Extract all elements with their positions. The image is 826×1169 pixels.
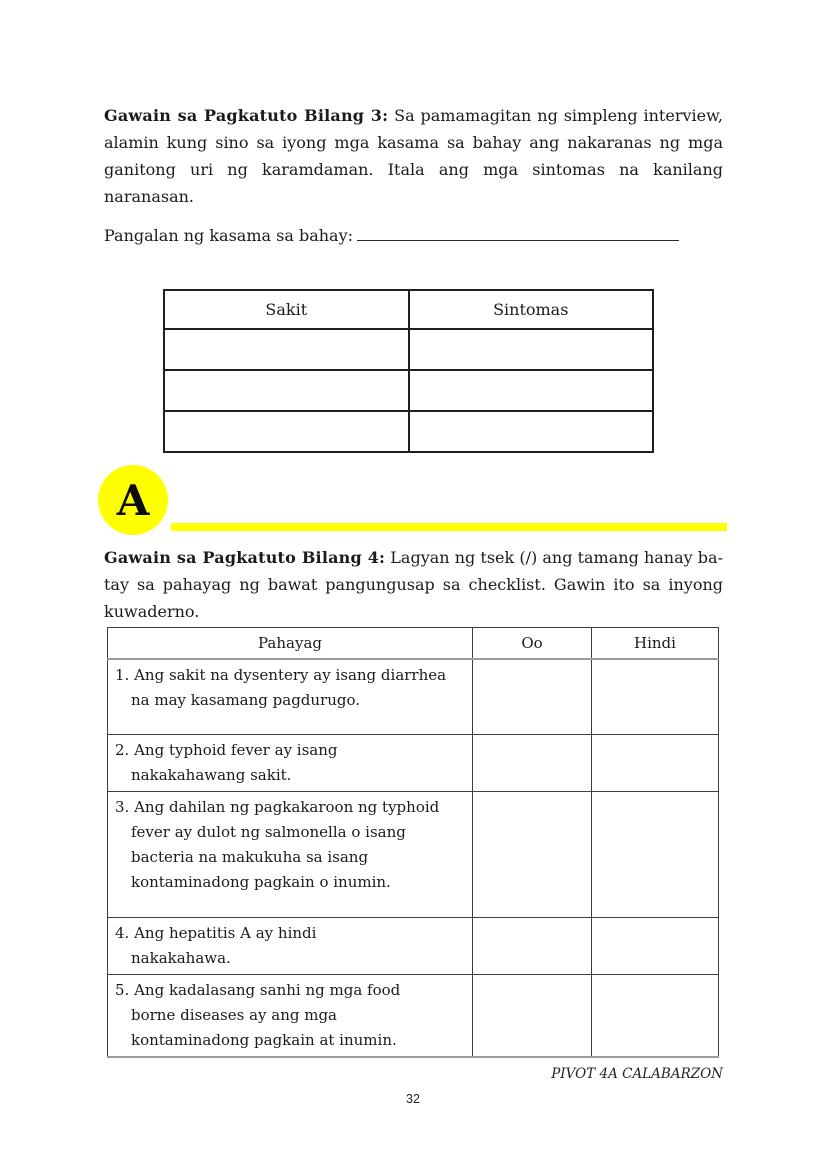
section-a-letter: A (116, 475, 150, 525)
empty-sakit-cell (164, 411, 409, 452)
statement-line: 3. Ang dahilan ng pagkakaroon ng typhoid (115, 798, 440, 816)
table-row (164, 370, 653, 411)
statement-line: bacteria na makukuha sa isang (131, 848, 369, 866)
statement-line: 2. Ang typhoid fever ay isang (115, 741, 338, 759)
name-row (104, 222, 723, 249)
table-row (164, 411, 653, 452)
section-a-badge (98, 465, 168, 535)
statement-line: fever ay dulot ng salmonella o isang (131, 823, 406, 841)
name-label: Pangalan ng kasama sa bahay: (104, 226, 354, 245)
statement-line: borne diseases ay ang mga (131, 1006, 337, 1024)
activity4-body: Lagyan ng tsek (/) ang tamang hanay ba-tay sa pahayag ng bawat pangungusap sa checklist. Gawin ito sa inyong kuwaderno. (104, 548, 723, 621)
page-number: 32 (406, 1092, 420, 1106)
empty-sintomas-cell (409, 370, 654, 411)
activity3-body: Sa pamamagitan ng simpleng interview, alamin kung sino sa iyong mga kasama sa bahay ang nakaranas ng mga ganitong uri ng karamdaman. Itala ang mga sintomas na kanilang naranasan. (104, 106, 723, 206)
statement-cell (108, 735, 473, 792)
activity4-title: Gawain sa Pagkatuto Bilang 4: (104, 548, 386, 567)
statement-line: 4. Ang hepatitis A ay hindi (115, 924, 317, 942)
oo-cell (473, 918, 592, 975)
statement-cell (108, 918, 473, 975)
statement-line: nakakahawang sakit. (131, 766, 292, 784)
statement-line: na may kasamang pagdurugo. (131, 690, 361, 709)
oo-cell (473, 975, 592, 1058)
statement-line: kontaminadong pagkain at inumin. (131, 1031, 397, 1049)
checklist-row (108, 792, 719, 918)
checklist-row (108, 735, 719, 792)
hindi-cell (592, 792, 719, 918)
hindi-cell (592, 659, 719, 735)
hindi-cell (592, 975, 719, 1058)
checklist-row (108, 975, 719, 1058)
empty-sakit-cell (164, 370, 409, 411)
hindi-column-header: Hindi (592, 628, 719, 659)
sakit-sintomas-table (163, 289, 654, 453)
statement-cell (108, 792, 473, 918)
hindi-cell (592, 918, 719, 975)
empty-sintomas-cell (409, 329, 654, 370)
checklist-row (108, 659, 719, 735)
checklist-table (107, 627, 719, 1058)
footer-brand: PIVOT 4A CALABARZON (551, 1066, 723, 1082)
oo-column-header: Oo (473, 628, 592, 659)
oo-cell (473, 735, 592, 792)
yellow-accent-rule (171, 523, 727, 531)
statement-line: kontaminadong pagkain o inumin. (131, 873, 391, 891)
table-header-row (164, 290, 653, 329)
activity3-title: Gawain sa Pagkatuto Bilang 3: (104, 106, 389, 125)
table-row (164, 329, 653, 370)
statement-cell (108, 659, 473, 735)
sakit-column-header: Sakit (164, 290, 409, 329)
activity3-instructions (104, 102, 723, 210)
activity4-instructions (104, 544, 723, 625)
sintomas-column-header: Sintomas (409, 290, 654, 329)
empty-sintomas-cell (409, 411, 654, 452)
empty-sakit-cell (164, 329, 409, 370)
statement-cell (108, 975, 473, 1058)
hindi-cell (592, 735, 719, 792)
pahayag-column-header: Pahayag (108, 628, 473, 659)
statement-line: 5. Ang kadalasang sanhi ng mga food (115, 981, 401, 999)
name-blank-line (357, 225, 679, 241)
checklist-header-row (108, 628, 719, 659)
oo-cell (473, 792, 592, 918)
statement-line: 1. Ang sakit na dysentery ay isang diarrhea (115, 665, 447, 684)
oo-cell (473, 659, 592, 735)
statement-line: nakakahawa. (131, 949, 231, 967)
checklist-row (108, 918, 719, 975)
